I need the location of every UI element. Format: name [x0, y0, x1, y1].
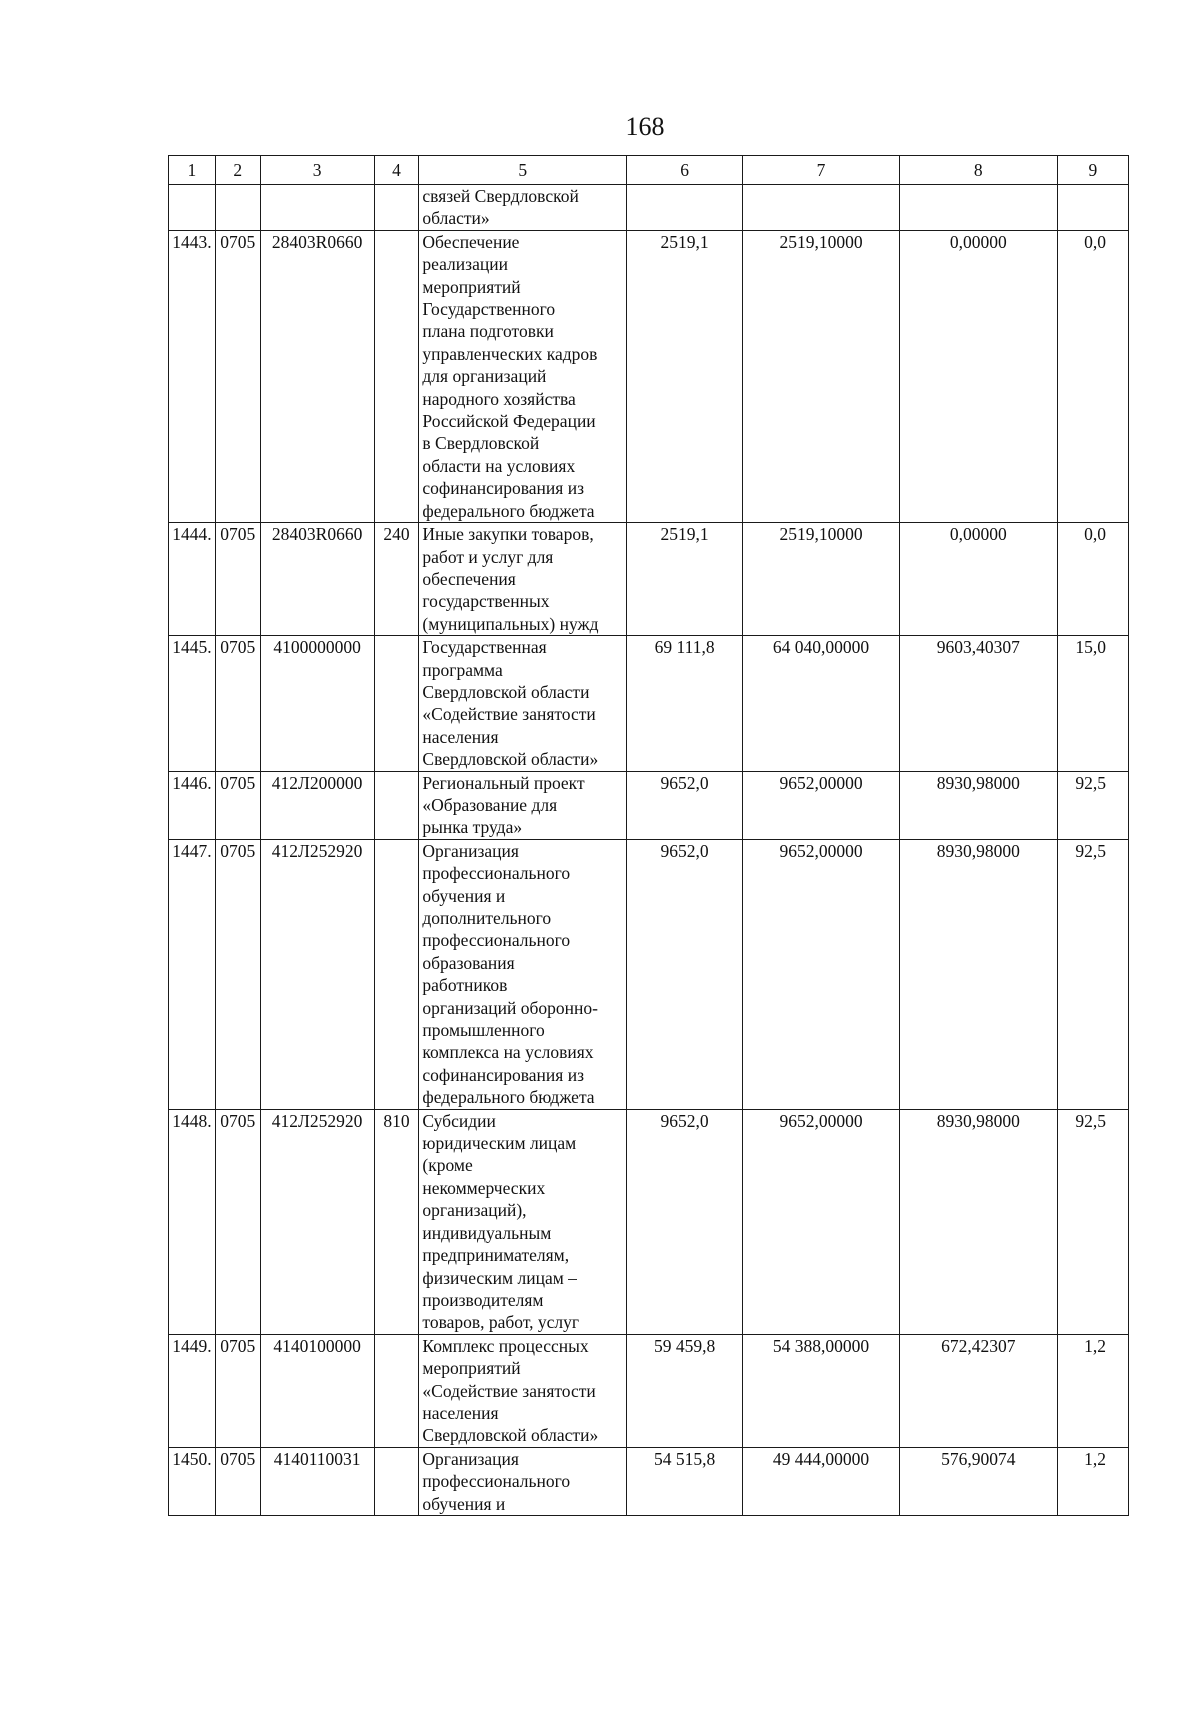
column-header-5: 5 [419, 156, 627, 185]
item-name-line: Обеспечение [422, 231, 520, 252]
target-article-cell: 4140100000 [260, 1334, 374, 1447]
item-name-line: программа [422, 659, 503, 680]
execution-percent-cell: 15,0 [1057, 636, 1128, 771]
table-row [169, 230, 1129, 522]
executed-amount-cell: 0,00000 [899, 230, 1057, 522]
budget-table [168, 155, 1129, 1516]
item-name-line: населения [422, 1402, 499, 1423]
item-name-line: Свердловской области» [422, 1425, 599, 1446]
column-header-2: 2 [215, 156, 260, 185]
item-name-line: Организация [422, 1448, 519, 1469]
row-number-cell: 1443. [169, 230, 216, 522]
executed-amount-cell [899, 185, 1057, 231]
item-name-line: организаций оборонно- [422, 997, 598, 1018]
approved-amount-cell: 9652,00000 [743, 771, 900, 839]
approved-amount-cell [743, 185, 900, 231]
row-number-cell: 1444. [169, 523, 216, 636]
target-article-cell: 28403R0660 [260, 523, 374, 636]
planned-amount-cell: 2519,1 [627, 230, 743, 522]
item-name-line: «Содействие занятости [422, 704, 596, 725]
item-name-cell [419, 839, 627, 1109]
item-name-line: «Содействие занятости [422, 1380, 596, 1401]
section-code-cell: 0705 [215, 1334, 260, 1447]
item-name-line: индивидуальным [422, 1222, 552, 1243]
target-article-cell: 412Л200000 [260, 771, 374, 839]
planned-amount-cell: 9652,0 [627, 839, 743, 1109]
approved-amount-cell: 64 040,00000 [743, 636, 900, 771]
item-name-line: юридическим лицам [422, 1133, 577, 1154]
item-name-line: мероприятий [422, 276, 521, 297]
item-name-line: организаций), [422, 1200, 527, 1221]
table-row [169, 839, 1129, 1109]
executed-amount-cell: 8930,98000 [899, 1109, 1057, 1334]
item-name-line: софинансирования из [422, 1064, 584, 1085]
section-code-cell: 0705 [215, 1447, 260, 1515]
column-header-1: 1 [169, 156, 216, 185]
expense-kind-cell [374, 1447, 419, 1515]
table-row [169, 1334, 1129, 1447]
executed-amount-cell: 8930,98000 [899, 839, 1057, 1109]
row-number-cell: 1445. [169, 636, 216, 771]
section-code-cell: 0705 [215, 523, 260, 636]
column-header-4: 4 [374, 156, 419, 185]
item-name-line: в Свердловской [422, 433, 540, 454]
column-header-8: 8 [899, 156, 1057, 185]
table-row [169, 1109, 1129, 1334]
item-name-cell [419, 1334, 627, 1447]
row-number-cell: 1449. [169, 1334, 216, 1447]
item-name-line: Свердловской области [422, 681, 590, 702]
item-name-line: работ и услуг для [422, 546, 554, 567]
item-name-line: области» [422, 208, 490, 229]
row-number-cell [169, 185, 216, 231]
target-article-cell: 412Л252920 [260, 839, 374, 1109]
column-header-9: 9 [1057, 156, 1128, 185]
item-name-line: дополнительного [422, 908, 552, 928]
item-name-line: обучения и [422, 1493, 506, 1514]
item-name-line: софинансирования из [422, 478, 584, 499]
item-name-line: образования [422, 952, 515, 973]
planned-amount-cell: 59 459,8 [627, 1334, 743, 1447]
item-name-line: мероприятий [422, 1358, 521, 1379]
planned-amount-cell: 9652,0 [627, 1109, 743, 1334]
item-name-line: обучения и [422, 885, 506, 906]
header-row [169, 156, 1129, 185]
item-name-line: управленческих кадров [422, 343, 598, 364]
expense-kind-cell [374, 185, 419, 231]
item-name-line: обеспечения [422, 568, 516, 589]
item-name-line: профессионального [422, 1471, 571, 1492]
item-name-line: федерального бюджета [422, 1087, 595, 1108]
approved-amount-cell: 9652,00000 [743, 1109, 900, 1334]
item-name-line: народного хозяйства [422, 388, 576, 409]
page-number: 168 [625, 112, 665, 141]
target-article-cell [260, 185, 374, 231]
section-code-cell: 0705 [215, 771, 260, 839]
column-header-7: 7 [743, 156, 900, 185]
item-name-line: Российской Федерации [422, 411, 596, 432]
row-number-cell: 1450. [169, 1447, 216, 1515]
table-row [169, 636, 1129, 771]
execution-percent-cell: 92,5 [1057, 771, 1128, 839]
table-row [169, 185, 1129, 231]
table-body [169, 185, 1129, 1516]
item-name-line: Свердловской области» [422, 749, 599, 770]
item-name-line: производителям [422, 1289, 544, 1310]
table-row [169, 1447, 1129, 1515]
executed-amount-cell: 672,42307 [899, 1334, 1057, 1447]
section-code-cell [215, 185, 260, 231]
section-code-cell: 0705 [215, 636, 260, 771]
table-row [169, 523, 1129, 636]
column-header-3: 3 [260, 156, 374, 185]
planned-amount-cell: 54 515,8 [627, 1447, 743, 1515]
item-name-line: предпринимателям, [422, 1245, 570, 1266]
item-name-line: области на условиях [422, 455, 576, 476]
planned-amount-cell: 2519,1 [627, 523, 743, 636]
item-name-cell [419, 230, 627, 522]
item-name-line: для организаций [422, 366, 547, 387]
item-name-line: товаров, работ, услуг [422, 1312, 580, 1333]
executed-amount-cell: 9603,40307 [899, 636, 1057, 771]
item-name-line: государственных [422, 591, 550, 612]
item-name-line: физическим лицам – [422, 1267, 577, 1288]
item-name-line: (муниципальных) нужд [422, 613, 599, 634]
target-article-cell: 28403R0660 [260, 230, 374, 522]
executed-amount-cell: 576,90074 [899, 1447, 1057, 1515]
planned-amount-cell: 9652,0 [627, 771, 743, 839]
execution-percent-cell: 0,0 [1057, 230, 1128, 522]
approved-amount-cell: 2519,10000 [743, 230, 900, 522]
item-name-line: Организация [422, 840, 519, 861]
expense-kind-cell [374, 1334, 419, 1447]
execution-percent-cell: 0,0 [1057, 523, 1128, 636]
item-name-line: некоммерческих [422, 1177, 546, 1198]
executed-amount-cell: 8930,98000 [899, 771, 1057, 839]
section-code-cell: 0705 [215, 839, 260, 1109]
item-name-line: (кроме [422, 1155, 473, 1176]
item-name-line: Иные закупки товаров, [422, 524, 594, 545]
expense-kind-cell: 240 [374, 523, 419, 636]
item-name-line: профессионального [422, 930, 571, 951]
row-number-cell: 1446. [169, 771, 216, 839]
item-name-line: Субсидии [422, 1110, 496, 1131]
item-name-line: рынка труда» [422, 817, 523, 838]
item-name-cell [419, 1447, 627, 1515]
approved-amount-cell: 9652,00000 [743, 839, 900, 1109]
executed-amount-cell: 0,00000 [899, 523, 1057, 636]
execution-percent-cell: 1,2 [1057, 1334, 1128, 1447]
item-name-line: работников [422, 975, 508, 996]
expense-kind-cell [374, 839, 419, 1109]
approved-amount-cell: 2519,10000 [743, 523, 900, 636]
row-number-cell: 1448. [169, 1109, 216, 1334]
expense-kind-cell [374, 636, 419, 771]
item-name-cell [419, 185, 627, 231]
item-name-cell [419, 523, 627, 636]
item-name-line: реализации [422, 254, 508, 275]
expense-kind-cell [374, 230, 419, 522]
item-name-line: Комплекс процессных [422, 1335, 589, 1356]
item-name-line: федерального бюджета [422, 500, 595, 521]
target-article-cell: 412Л252920 [260, 1109, 374, 1334]
item-name-line: Региональный проект [422, 772, 585, 793]
target-article-cell: 4140110031 [260, 1447, 374, 1515]
execution-percent-cell: 92,5 [1057, 1109, 1128, 1334]
row-number-cell: 1447. [169, 839, 216, 1109]
expense-kind-cell: 810 [374, 1109, 419, 1334]
planned-amount-cell [627, 185, 743, 231]
planned-amount-cell: 69 111,8 [627, 636, 743, 771]
target-article-cell: 4100000000 [260, 636, 374, 771]
execution-percent-cell [1057, 185, 1128, 231]
approved-amount-cell: 54 388,00000 [743, 1334, 900, 1447]
item-name-line: плана подготовки [422, 321, 554, 342]
expense-kind-cell [374, 771, 419, 839]
execution-percent-cell: 92,5 [1057, 839, 1128, 1109]
item-name-line: населения [422, 726, 499, 747]
item-name-line: Государственного [422, 299, 556, 320]
item-name-line: комплекса на условиях [422, 1042, 594, 1063]
table-row [169, 771, 1129, 839]
section-code-cell: 0705 [215, 230, 260, 522]
item-name-cell [419, 1109, 627, 1334]
execution-percent-cell: 1,2 [1057, 1447, 1128, 1515]
item-name-line: промышленного [422, 1020, 545, 1041]
column-header-6: 6 [627, 156, 743, 185]
section-code-cell: 0705 [215, 1109, 260, 1334]
item-name-line: «Образование для [422, 794, 558, 815]
approved-amount-cell: 49 444,00000 [743, 1447, 900, 1515]
item-name-cell [419, 771, 627, 839]
item-name-line: Государственная [422, 637, 547, 658]
item-name-line: связей Свердловской [422, 186, 579, 206]
item-name-line: профессионального [422, 863, 571, 884]
item-name-cell [419, 636, 627, 771]
